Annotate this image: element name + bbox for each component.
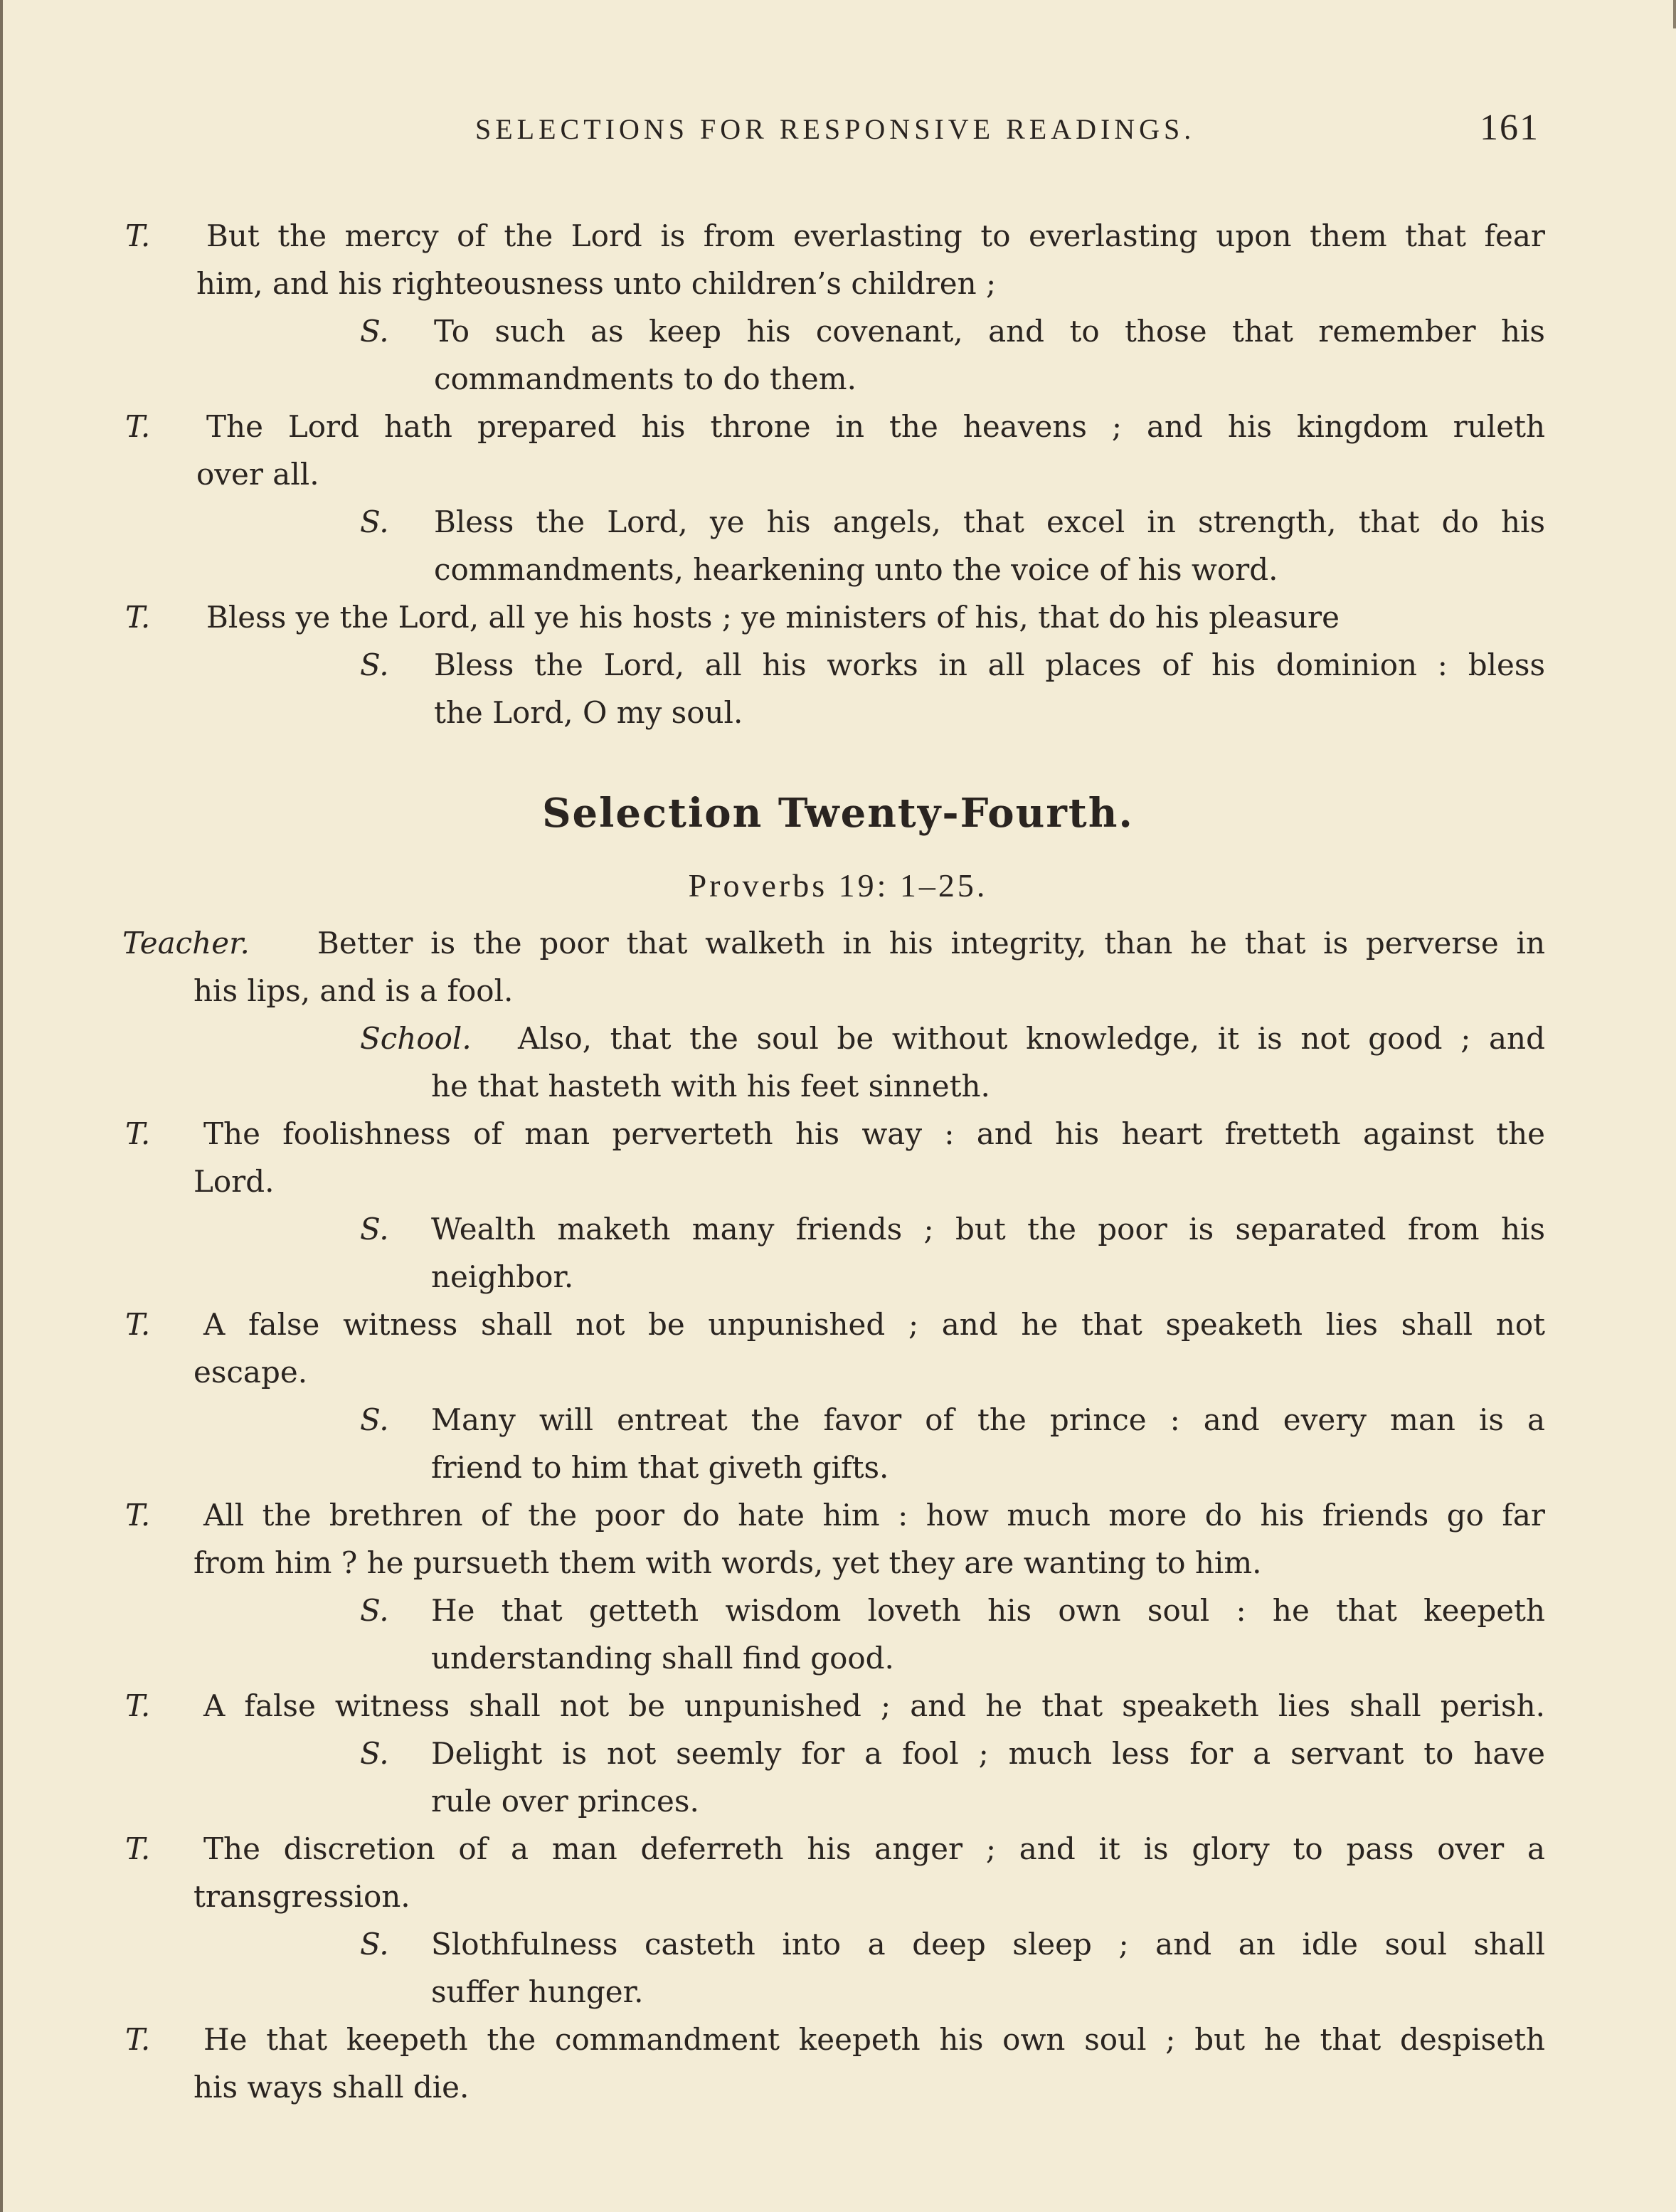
verse-line-first: Delight is not seemly for a fool ; much less for a servant to have <box>431 1736 1545 1771</box>
speaker-mark: T. <box>125 218 151 253</box>
verse-line-first: Bless ye the Lord, all ye his hosts ; ye ministers of his, that do his pleasure <box>206 600 1340 635</box>
page-number: 161 <box>1480 107 1539 148</box>
verse-continuation: commandments, hearkening unto the voice of his word. <box>434 552 1278 587</box>
verse-line-first: Bless the Lord, all his works in all places of his dominion : bless <box>434 647 1545 682</box>
verse-continuation: over all. <box>196 457 319 492</box>
speaker-mark: T. <box>125 600 151 635</box>
verse-line-first: Better is the poor that walketh in his integrity, than he that is perverse in <box>317 926 1545 961</box>
verse-line-first: The Lord hath prepared his throne in the heavens ; and his kingdom ruleth <box>206 409 1545 444</box>
speaker-mark: T. <box>125 1498 151 1533</box>
speaker-mark: T. <box>125 2022 151 2057</box>
speaker-mark: S. <box>360 1736 389 1771</box>
speaker-mark: T. <box>125 1688 151 1723</box>
verse-continuation: escape. <box>193 1355 308 1390</box>
verse-line-first: He that getteth wisdom loveth his own soul : he that keepeth <box>431 1593 1545 1628</box>
speaker-mark: S. <box>360 1402 389 1437</box>
verse-continuation: understanding shall find good. <box>431 1641 894 1676</box>
verse-line-first: The discretion of a man deferreth his anger ; and it is glory to pass over a <box>203 1831 1545 1866</box>
speaker-mark: S. <box>360 1927 389 1962</box>
verse-line-first: Also, that the soul be without knowledge, it is not good ; and <box>518 1021 1545 1056</box>
verse-line-first: Bless the Lord, ye his angels, that excel in strength, that do his <box>434 504 1545 539</box>
verse-line-first: He that keepeth the commandment keepeth his own soul ; but he that despiseth <box>203 2022 1545 2057</box>
page-edge-right <box>1673 0 1676 28</box>
verse-continuation: his lips, and is a fool. <box>193 973 514 1008</box>
speaker-mark: S. <box>360 1593 389 1628</box>
verse-continuation: neighbor. <box>431 1259 574 1294</box>
verse-continuation: he that hasteth with his feet sinneth. <box>431 1069 990 1104</box>
speaker-mark: T. <box>125 1116 151 1151</box>
scripture-reference: Proverbs 19: 1–25. <box>688 867 988 904</box>
verse-continuation: suffer hunger. <box>431 1974 644 2009</box>
verse-line-first: The foolishness of man perverteth his way : and his heart fretteth against the <box>203 1116 1545 1151</box>
speaker-mark: S. <box>360 314 389 349</box>
speaker-mark: S. <box>360 504 389 539</box>
section-title: Selection Twenty-Fourth. <box>542 790 1134 837</box>
verse-line-first: All the brethren of the poor do hate him : how much more do his friends go far <box>203 1498 1545 1533</box>
verse-line-first: Many will entreat the favor of the prince : and every man is a <box>431 1402 1545 1437</box>
page-header <box>0 107 1676 155</box>
verse-continuation: from him ? he pursueth them with words, yet they are wanting to him. <box>193 1545 1262 1580</box>
verse-line-first: But the mercy of the Lord is from everlasting to everlasting upon them that fear <box>206 218 1545 253</box>
speaker-mark: Teacher. <box>122 926 250 961</box>
speaker-mark: T. <box>125 1831 151 1866</box>
verse-line-first: Slothfulness casteth into a deep sleep ; and an idle soul shall <box>431 1927 1545 1962</box>
verse-continuation: commandments to do them. <box>434 361 856 396</box>
speaker-mark: T. <box>125 1307 151 1342</box>
verse-continuation: him, and his righteousness unto children’s children ; <box>196 266 997 301</box>
verse-line-first: A false witness shall not be unpunished ; and he that speaketh lies shall not <box>203 1307 1545 1342</box>
verse-line-first: Wealth maketh many friends ; but the poor is separated from his <box>431 1212 1545 1247</box>
speaker-mark: S. <box>360 1212 389 1247</box>
verse-continuation: friend to him that giveth gifts. <box>431 1450 889 1485</box>
verse-continuation: Lord. <box>193 1164 275 1199</box>
verse-line-first: A false witness shall not be unpunished ; and he that speaketh lies shall perish. <box>203 1688 1545 1723</box>
running-head: SELECTIONS FOR RESPONSIVE READINGS. <box>475 113 1196 145</box>
verse-continuation: transgression. <box>193 1879 410 1914</box>
verse-continuation: the Lord, O my soul. <box>434 695 743 730</box>
verse-line-first: To such as keep his covenant, and to those that remember his <box>434 314 1545 349</box>
speaker-mark: School. <box>360 1021 472 1056</box>
page-edge <box>0 0 3 2212</box>
speaker-mark: T. <box>125 409 151 444</box>
verse-continuation: his ways shall die. <box>193 2070 470 2105</box>
verse-continuation: rule over princes. <box>431 1784 699 1819</box>
speaker-mark: S. <box>360 647 389 682</box>
